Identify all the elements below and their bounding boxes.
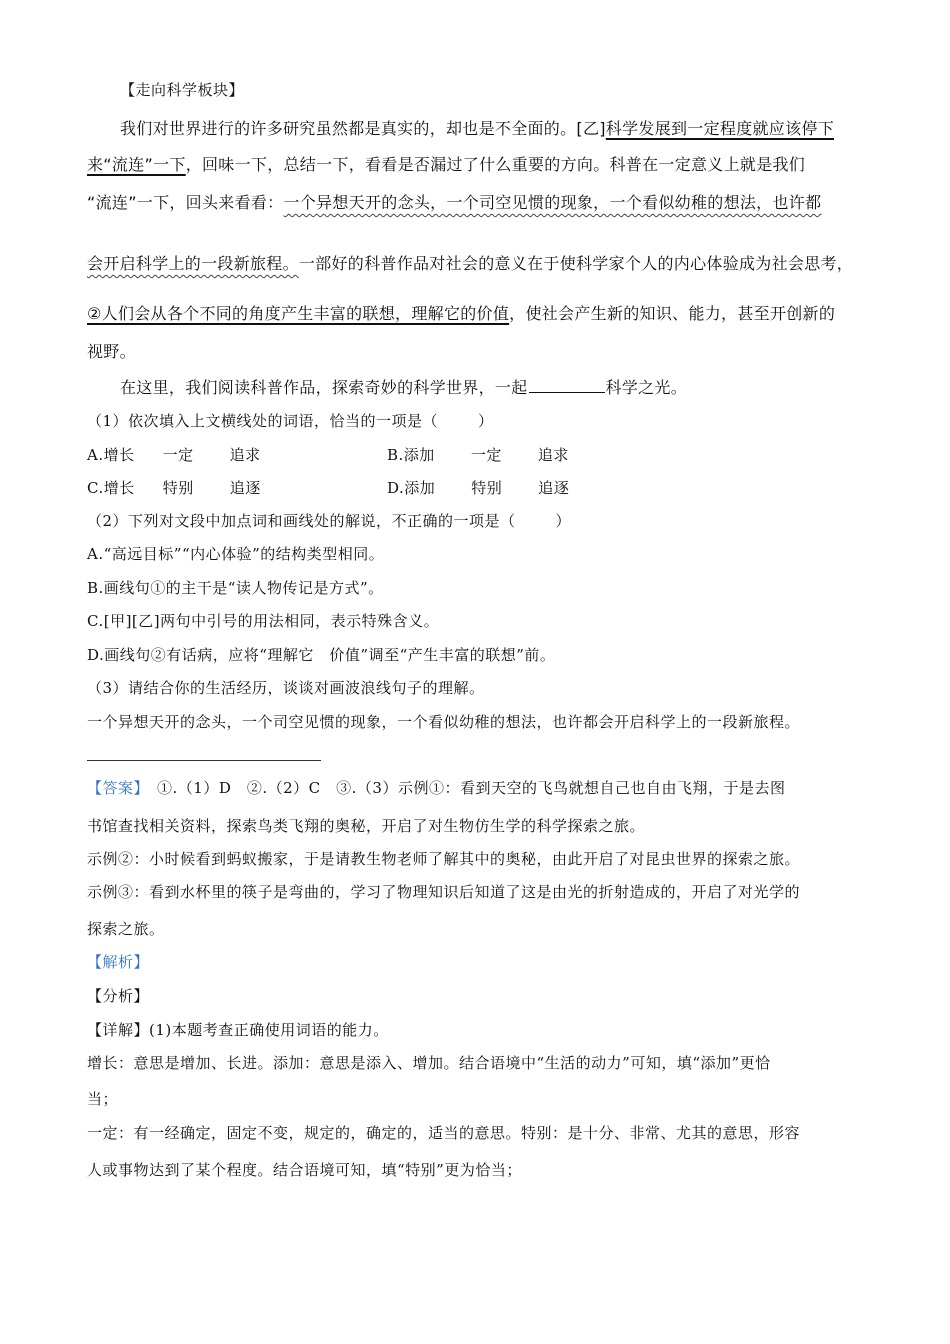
passage-line-7 bbox=[120, 375, 687, 398]
passage-text: 我们对世界进行的许多研究虽然都是真实的，却也是不全面的。[乙] bbox=[120, 119, 606, 138]
passage-line-1 bbox=[120, 116, 834, 139]
option-word: 添加 bbox=[403, 446, 435, 464]
answer-line-1 bbox=[87, 777, 785, 798]
q2-stem bbox=[87, 510, 571, 531]
analysis-line-3: 一定：有一经确定，固定不变，规定的，确定的，适当的意思。特别：是十分、非常、尤其的意思，形容 bbox=[87, 1124, 801, 1142]
answer-label: 【答案】 bbox=[87, 779, 142, 797]
passage-text: 在这里，我们阅读科普作品，探索奇妙的科学世界，一起 bbox=[120, 378, 528, 397]
analysis-line-4: 人或事物达到了某个程度。结合语境可知，填“特别”更为恰当； bbox=[87, 1161, 522, 1179]
answer-line-5: 探索之旅。 bbox=[87, 920, 165, 938]
wavy-sentence: 一个异想天开的念头，一个司空见惯的现象，一个看似幼稚的想法，也许都 bbox=[283, 193, 822, 212]
q2-option-d[interactable]: D.画线句②有话病，应将“理解它 价值”调至“产生丰富的联想”前。 bbox=[87, 646, 556, 664]
answer-line-2: 书馆查找相关资料，探索鸟类飞翔的奥秘，开启了对生物仿生学的科学探索之旅。 bbox=[87, 817, 646, 835]
underlined-sentence-yi-cont: 来“流连”一下 bbox=[87, 155, 186, 174]
q2-stem-close: ） bbox=[555, 512, 572, 530]
option-letter: A. bbox=[87, 446, 104, 464]
fill-blank[interactable] bbox=[529, 378, 605, 393]
q2-option-c[interactable]: C.[甲][乙]两句中引号的用法相同，表示特殊含义。 bbox=[87, 612, 440, 630]
q2-option-a[interactable]: A.“高远目标”“内心体验”的结构类型相同。 bbox=[87, 545, 385, 563]
option-word: 一定 bbox=[470, 446, 502, 464]
passage-text: 科学之光。 bbox=[605, 378, 688, 397]
q1-stem-close: ） bbox=[478, 412, 494, 430]
option-letter: D. bbox=[387, 479, 405, 497]
passage-line-6: 视野。 bbox=[87, 342, 136, 361]
option-letter: B. bbox=[387, 446, 404, 464]
detail-heading: 【详解】(1)本题考查正确使用词语的能力。 bbox=[87, 1021, 389, 1039]
q1-option-b[interactable] bbox=[387, 444, 569, 465]
q1-stem bbox=[87, 410, 494, 431]
q3-sentence: 一个异想天开的念头，一个司空见惯的现象，一个看似幼稚的想法，也许都会开启科学上的一段新旅程。 bbox=[87, 713, 801, 731]
passage-line-3 bbox=[87, 190, 821, 213]
underlined-sentence-yi: 科学发展到一定程度就应该停下 bbox=[605, 119, 834, 138]
analysis-line-2: 当； bbox=[87, 1090, 119, 1108]
analysis-label: 【解析】 bbox=[87, 953, 150, 971]
q1-option-c[interactable] bbox=[87, 477, 261, 498]
option-word: 特别 bbox=[471, 479, 503, 497]
q1-stem-text: （1）依次填入上文横线处的词语，恰当的一项是（ bbox=[87, 412, 439, 430]
q1-option-d[interactable] bbox=[387, 477, 569, 498]
section-title: 【走向科学板块】 bbox=[120, 81, 245, 99]
q2-option-b[interactable]: B.画线句①的主干是“读人物传记是方式”。 bbox=[87, 579, 384, 597]
q3-stem: （3）请结合你的生活经历，谈谈对画波浪线句子的理解。 bbox=[87, 679, 485, 697]
option-word: 一定 bbox=[162, 446, 194, 464]
answer-line[interactable] bbox=[87, 760, 321, 761]
option-letter: C. bbox=[87, 479, 104, 497]
option-word: 特别 bbox=[162, 479, 194, 497]
passage-text: ，使社会产生新的知识、能力，甚至开创新的 bbox=[509, 304, 836, 323]
option-word: 追求 bbox=[537, 446, 569, 464]
analysis-line-1: 增长：意思是增加、长进。添加：意思是添入、增加。结合语境中“生活的动力”可知，填“添加”更恰 bbox=[87, 1054, 771, 1072]
wavy-sentence-cont: 会开启科学上的一段新旅程。 bbox=[87, 254, 299, 273]
passage-text: 一部好的科普作品对社会的意义在于使科学家个人的内心体验成为社会思考， bbox=[298, 254, 854, 273]
q1-option-a[interactable] bbox=[87, 444, 261, 465]
passage-text: ，回味一下，总结一下，看看是否漏过了什么重要的方向。科普在一定意义上就是我们 bbox=[185, 155, 806, 174]
option-word: 增长 bbox=[103, 446, 135, 464]
option-word: 追求 bbox=[229, 446, 261, 464]
underlined-sentence-2: ②人们会从各个不同的角度产生丰富的联想，理解它的价值 bbox=[87, 304, 510, 323]
answer-text: ①.（1）D ②.（2）C ③.（3）示例①：看到天空的飞鸟就想自己也自由飞翔，于是去图 bbox=[141, 779, 786, 797]
q2-stem-text: （2）下列对文段中加点词和画线处的解说，不正确的一项是（ bbox=[87, 512, 516, 530]
answer-line-3: 示例②：小时候看到蚂蚁搬家，于是请教生物老师了解其中的奥秘，由此开启了对昆虫世界的探索之旅。 bbox=[87, 850, 801, 868]
fenxi-label: 【分析】 bbox=[87, 987, 150, 1005]
option-word: 追逐 bbox=[538, 479, 570, 497]
option-word: 追逐 bbox=[229, 479, 261, 497]
answer-line-4: 示例③：看到水杯里的筷子是弯曲的，学习了物理知识后知道了这是由光的折射造成的，开启了对光学的 bbox=[87, 883, 801, 901]
passage-line-4 bbox=[87, 251, 853, 274]
passage-line-2 bbox=[87, 152, 805, 175]
passage-line-5 bbox=[87, 301, 835, 324]
option-word: 增长 bbox=[103, 479, 135, 497]
option-word: 添加 bbox=[404, 479, 436, 497]
passage-text: “流连”一下，回头来看看： bbox=[87, 193, 284, 212]
